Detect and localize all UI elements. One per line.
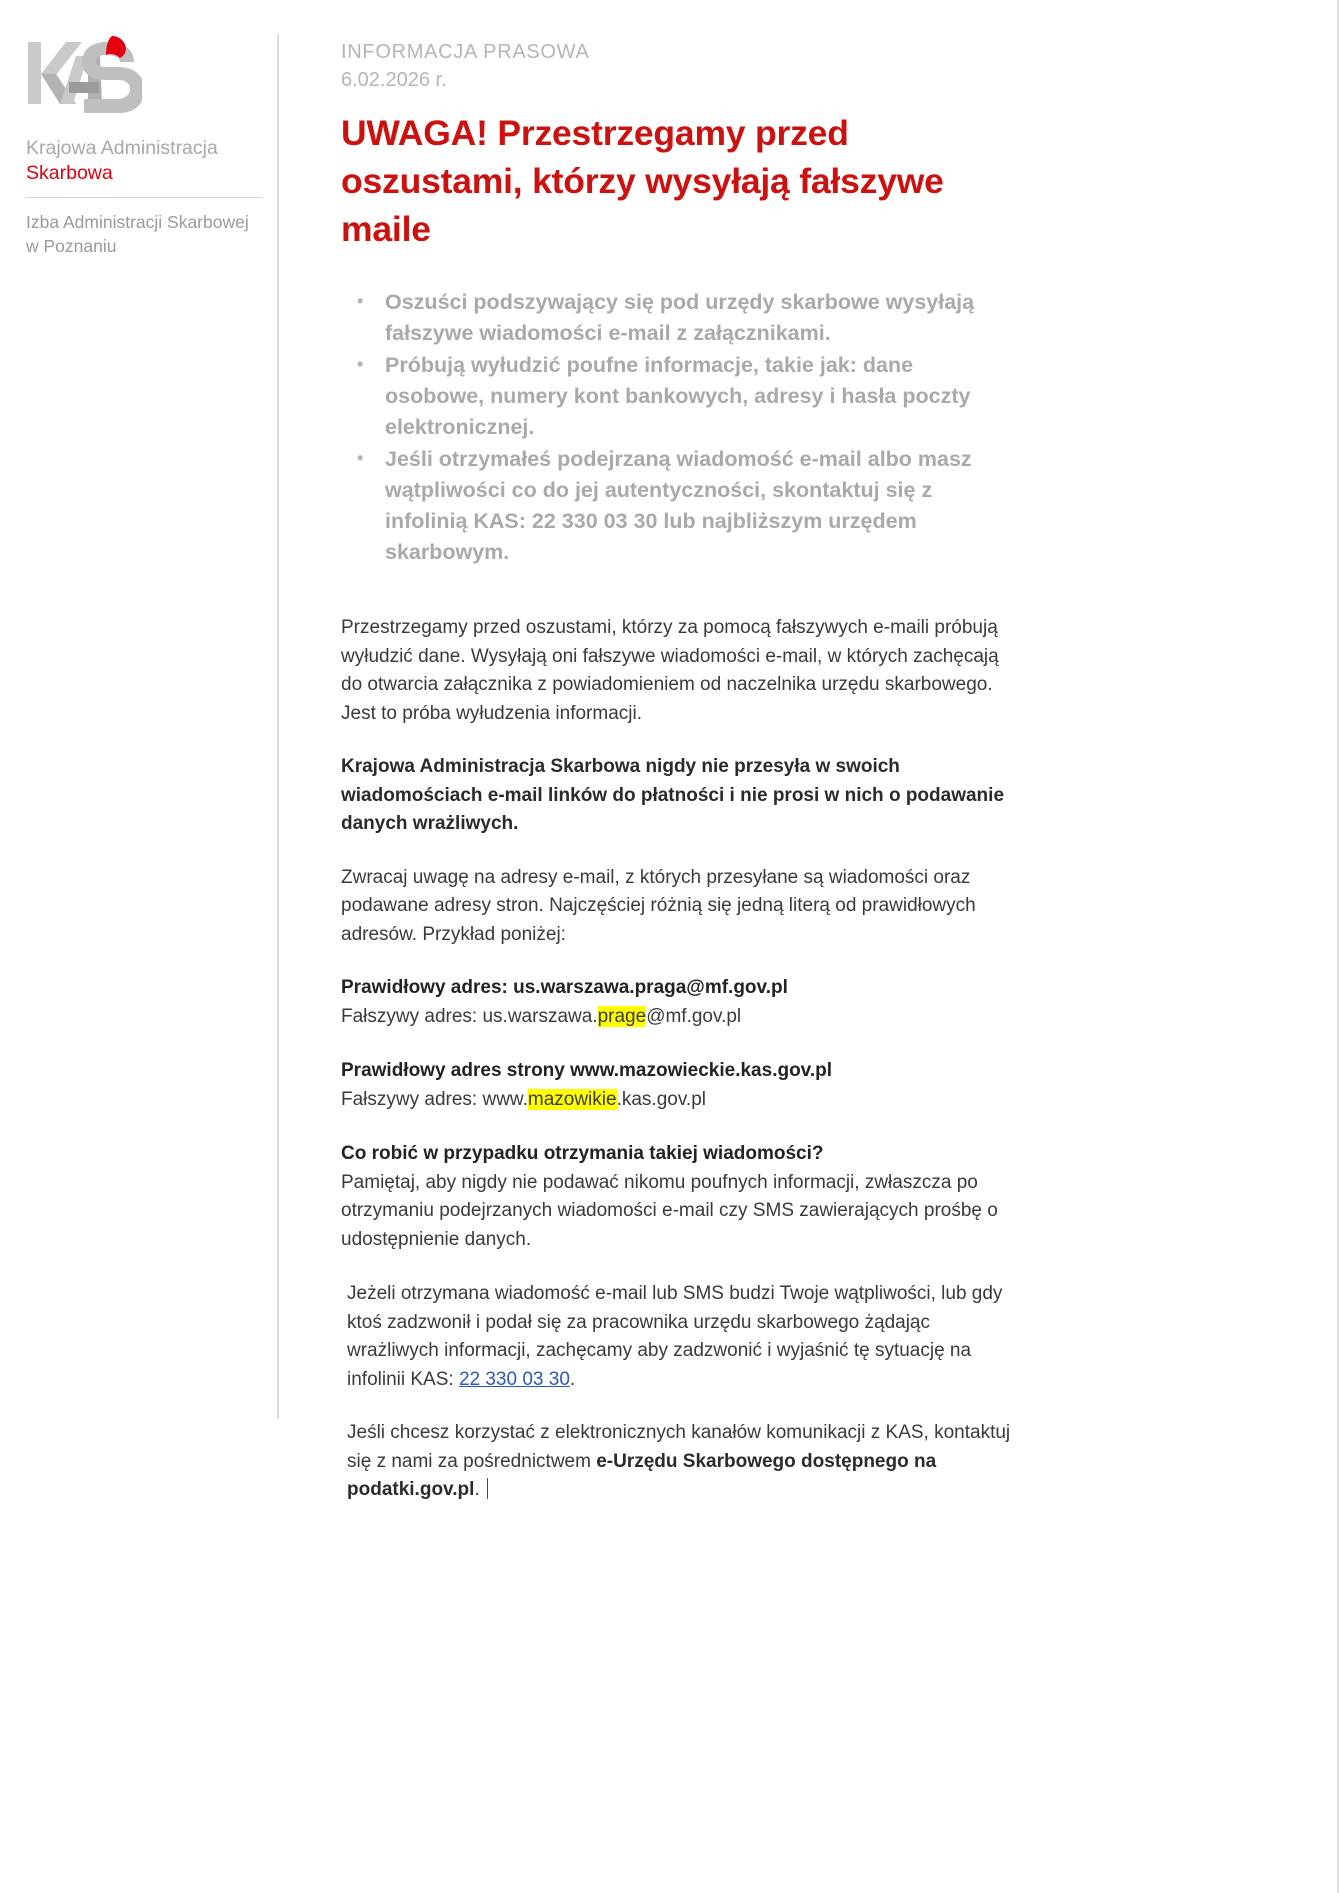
e-office-text-suffix: .	[474, 1479, 480, 1500]
paragraph-warning-bold: Krajowa Administracja Skarbowa nigdy nie przesyła w swoich wiadomościach e-mail linków do płatności i nie prosi w nich o podawanie danych wrażliwych.	[341, 756, 1005, 834]
kicker-label: INFORMACJA PRASOWA	[341, 41, 590, 63]
e-office-text-prefix: Jeśli chcesz korzystać z elektronicznych kanałów komunikacji z KAS, kontaktuj się z nami za pośrednictwem	[347, 1422, 1011, 1472]
fake-site-line	[341, 1086, 1013, 1115]
paragraph-intro: Przestrzegamy przed oszustami, którzy za pomocą fałszywych e-maili próbują wyłudzić dane. Wysyłają oni fałszywe wiadomości e-mail, w których zachęcają do otwarcia załącznika z powiadomieniem od naczelnika urzędu skarbowego. Jest to próba wyłudzenia informacji.	[341, 617, 999, 724]
example-email-address	[341, 974, 1013, 1031]
what-to-do-heading: Co robić w przypadku otrzymania takiej wiadomości?	[341, 1143, 824, 1164]
column-divider	[277, 34, 279, 1419]
office-unit-line1: Izba Administracji Skarbowej	[26, 212, 249, 232]
fake-email-highlight: prage	[597, 1005, 647, 1027]
paragraph-e-office	[341, 1419, 1013, 1505]
fake-site-highlight: mazowikie	[527, 1088, 617, 1110]
lead-bullet-list	[341, 287, 1013, 568]
paragraph-hotline	[341, 1280, 1013, 1394]
e-office-bold-text: e-Urzędu Skarbowego dostępnego na podatki.gov.pl	[347, 1450, 937, 1500]
list-item: • Próbują wyłudzić poufne informacje, takie jak: dane osobowe, numery kont bankowych, adresy i hasła poczty elektronicznej.	[385, 350, 1013, 443]
org-name-line2: Skarbowa	[26, 162, 113, 184]
text-cursor-caret	[487, 1478, 488, 1499]
example-website-address	[341, 1057, 1013, 1114]
correct-email-line: Prawidłowy adres: us.warszawa.praga@mf.gov.pl	[341, 977, 788, 998]
fake-email-prefix: Fałszywy adres: us.warszawa.	[341, 1005, 598, 1027]
article-body	[341, 38, 1013, 1530]
masthead	[0, 0, 278, 258]
paragraph-check-addresses: Zwracaj uwagę na adresy e-mail, z których przesyłane są wiadomości oraz podawane adresy stron. Najczęściej różnią się jedną literą od prawidłowych adresów. Przykład poniżej:	[341, 866, 976, 945]
list-item: • Jeśli otrzymałeś podejrzaną wiadomość e-mail albo masz wątpliwości co do jej autentyczności, skontaktuj się z infolinią KAS: 22 330 03 30 lub najbliższym urzędem skarbowym.	[385, 444, 1013, 568]
what-to-do-section	[341, 1140, 1013, 1254]
fake-email-line	[341, 1003, 1013, 1032]
kas-logo-icon	[26, 34, 142, 122]
org-name-line1: Krajowa Administracja	[26, 137, 218, 159]
list-item: • Oszuści podszywający się pod urzędy skarbowe wysyłają fałszywe wiadomości e-mail z załącznikami.	[385, 287, 1013, 349]
page-title: UWAGA! Przestrzegamy przed oszustami, którzy wysyłają fałszywe maile	[341, 113, 944, 249]
office-unit-line2: w Poznaniu	[26, 236, 117, 256]
fake-site-prefix: Fałszywy adres: www.	[341, 1088, 528, 1110]
fake-email-suffix: @mf.gov.pl	[646, 1005, 742, 1027]
hotline-text-suffix: .	[569, 1368, 576, 1390]
hotline-text-prefix: Jeżeli otrzymana wiadomość e-mail lub SMS budzi Twoje wątpliwości, lub gdy ktoś zadzwonił i podał się za pracownika urzędu skarbowego żądając wrażliwych informacji, zachęcamy aby zadzwonić i wyjaśnić tę sytuację na infolinii KAS:	[347, 1283, 1003, 1390]
what-to-do-text: Pamiętaj, aby nigdy nie podawać nikomu poufnych informacji, zwłaszcza po otrzymaniu podejrzanych wiadomości e-mail czy SMS zawierających prośbę o udostępnienie danych.	[341, 1171, 998, 1250]
hotline-phone-link[interactable]: 22 330 03 30	[458, 1368, 570, 1390]
masthead-divider	[26, 197, 262, 198]
article-text	[341, 614, 1013, 1505]
office-unit	[26, 210, 254, 258]
fake-site-suffix: .kas.gov.pl	[616, 1088, 706, 1110]
publication-date: 6.02.2026 r.	[341, 69, 447, 91]
correct-site-line: Prawidłowy adres strony www.mazowieckie.kas.gov.pl	[341, 1060, 833, 1081]
